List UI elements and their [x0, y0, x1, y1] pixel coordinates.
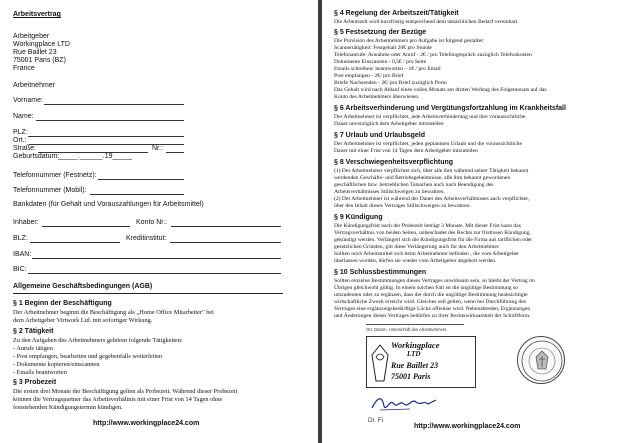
section-5-line: Emails schreiben/ beantworten – 1€ / pro Email — [334, 66, 441, 72]
inhaber-field[interactable] — [42, 226, 130, 227]
signature-line — [366, 324, 464, 325]
stamp-city: 75001 Paris — [391, 372, 431, 381]
section-5-line: Konto des Arbeitnehmers überwiesen. — [334, 94, 420, 100]
section-1-line: Der Arbeitnehmer beginnt die Beschäftigung als „Home Office Mitarbeiter" bei — [13, 309, 214, 316]
stamp-company-suffix: LTD — [407, 350, 421, 358]
section-10-line: Vertrages eine ergänzungsbedürftige Lücke offenbar wird. Nebenabreden, Ergänzungen — [334, 306, 531, 312]
section-10-line: Übrigen gleichwohl gültig. In einem solchen Fall ist die ungültige Bestimmung so — [334, 285, 518, 291]
plz-label: PLZ: — [13, 129, 28, 136]
section-8-line: Arbeitsverhältnisses Stillschweigen zu bewahren. — [334, 189, 445, 195]
section-5-line: Dokumente Einscannen - 0,5€ / pro Seite — [334, 59, 427, 65]
blz-field[interactable] — [30, 242, 120, 243]
name-field[interactable] — [36, 120, 184, 121]
section-6-title: § 6 Arbeitsverhinderung und Vergütungsfortzahlung im Krankheitsfall — [334, 105, 566, 112]
name-label: Name: — [13, 113, 34, 120]
kreditinstitut-field[interactable] — [170, 242, 281, 243]
section-2-line: - Anrufe tätigen — [13, 345, 53, 352]
nr-label: Nr.: — [152, 145, 163, 152]
agb-divider — [13, 293, 283, 294]
section-9-title: § 9 Kündigung — [334, 214, 383, 221]
section-8-title: § 8 Verschwiegenheitsverpflichtung — [334, 159, 454, 166]
iban-label: IBAN: — [13, 251, 32, 258]
official-seal-icon — [517, 336, 565, 384]
employer-city: 75001 Paris (BZ) — [13, 57, 66, 64]
tel-fest-field[interactable] — [98, 179, 184, 180]
geburtsdatum-label: Geburtsdatum: — [13, 153, 60, 160]
nr-field[interactable] — [166, 152, 184, 153]
vorname-field[interactable] — [44, 104, 184, 105]
company-stamp — [366, 336, 476, 388]
section-2-line: - Dokumente kopieren/einscannen — [13, 361, 100, 368]
inhaber-label: Inhaber: — [13, 219, 39, 226]
contract-page-left — [0, 0, 318, 443]
stamp-street: Rue Baillet 23 — [391, 361, 439, 370]
section-8-line: (1) Der Arbeitnehmer verpflichtet sich, über alle ihm während seiner Tätigkeit bekannt — [334, 168, 529, 174]
section-2-line: Zu den Aufgaben des Arbeitnehmers gehören folgende Tätigkeiten: — [13, 337, 183, 344]
section-8-line: (2) Der Arbeitnehmer ist während der Dauer des Arbeitsverhältnisses auch verpflichtet, — [334, 196, 530, 202]
signatory-name: Dr. Fi — [368, 417, 384, 424]
section-9-line: gesetzlichen Gründen, gilt diese Verlängerung auch für den Arbeitnehmer. — [334, 244, 500, 250]
bic-label: BIC: — [13, 266, 27, 273]
employer-street: Rue Baillet 23 — [13, 49, 57, 56]
strasse-label: Straße: — [13, 145, 36, 152]
section-10-title: § 10 Schlussbestimmungen — [334, 269, 427, 276]
section-4-title: § 4 Regelung der Arbeitszeit/Tätigkeit — [334, 10, 459, 17]
section-8-line: über den Inhalt dieses Vertrages Stillschweigen zu bewahren. — [334, 203, 471, 209]
section-7-line: Dauer mit einer Frist von 14 Tagen dem Arbeitgeber mitzuteilen — [334, 148, 478, 154]
plz-field[interactable] — [28, 136, 184, 137]
section-5-line: Scannertätigkeit: Festgehalt 20€ pro Stunde — [334, 45, 432, 51]
employer-country: France — [13, 65, 35, 72]
section-3-line: können die Vertragspartner das Arbeitsverhältnis mit einer Frist von 14 Tagen ohne — [13, 396, 223, 403]
section-10-line: und Änderungen dieses Vertrages bedürfen zu ihrer Rechtswirksamkeit der Schriftform. — [334, 313, 531, 319]
section-5-line: Briefe Nachsenden - 2€/ pro Brief zuzüglich Porto — [334, 80, 447, 86]
contract-title: Arbeitsvertrag — [13, 11, 61, 18]
bic-field[interactable] — [28, 273, 281, 274]
section-3-line: Die ersten drei Monate der Beschäftigung gelten als Probezeit. Während dieser Probezeit — [13, 388, 238, 395]
section-2-line: - Post empfangen, bearbeiten und gegebenfalls weiterleiten — [13, 353, 163, 360]
geburtsdatum-field[interactable]: _____.______.19_____ — [58, 153, 132, 160]
employer-name: Workingplace LTD — [13, 41, 70, 48]
section-8-line: werdenden Geschäfts- und Betriebsgeheimnisse, alle ihm bekannt gewordenen — [334, 175, 511, 181]
stamp-company-name: Workingplace — [391, 340, 440, 350]
section-2-line: - Emails beantworten — [13, 369, 67, 376]
kreditinstitut-label: Kreditinstitut: — [126, 235, 167, 242]
section-9-line: Sollten noch Arbeitsmittel sich beim Arbeitnehmer befinden , die vom Arbeitgeber — [334, 251, 520, 257]
contract-page-right — [322, 0, 640, 443]
section-10-line: wirtschaftliche Zweck erreicht wird. Gleiches soll gelten, wenn bei Durchführung des — [334, 299, 526, 305]
section-10-line: umzudeuten oder zu ergänzen, dass der durch die ungültige Bestimmung beabsichtigte — [334, 292, 528, 298]
section-9-line: Die Kündigungsfrist nach der Probezeit beträgt 3 Monate. Mit dieser Frist kann das — [334, 223, 521, 229]
stamp-emblem-icon — [370, 343, 390, 383]
section-5-line: Die Provision des Arbeitnehmers pro Aufgabe ist folgend gestaltet: — [334, 38, 485, 44]
section-8-line: geschäftlichen bzw. betrieblichen Tatsachen auch nach Beendigung des — [334, 182, 494, 188]
section-10-line: Sollten einzelne Bestimmungen dieses Vertrages unwirksam sein, so bleibt der Vertrag im — [334, 278, 535, 284]
section-3-line: feststehenden Kündigungstermin kündigen. — [13, 404, 123, 411]
konto-label: Konto Nr.: — [136, 219, 168, 226]
section-2-title: § 2 Tätigkeit — [13, 328, 54, 335]
ort-label: Ort.: — [13, 137, 27, 144]
employee-label: Arbeitnehmer — [13, 82, 56, 89]
section-4-line: Die Arbeitszeit wird kurzfristig entsprechend dem tatsächlichen Bedarf vereinbart. — [334, 19, 519, 25]
section-9-line: überlassen wurden, dürfen sie wieder vom Arbeitgeber abgeholt werden. — [334, 258, 497, 264]
section-6-line: Dauer unverzüglich dem Arbeitgeber mitzuteilen — [334, 121, 444, 127]
vorname-label: Vorname: — [13, 97, 43, 104]
section-9-line: Vertragsverhältnis von beiden Seiten, unbeschadet des Rechts zur fristlosen Kündigung, — [334, 230, 531, 236]
footer-url-link[interactable]: http://www.workingplace24.com — [93, 420, 200, 427]
section-7-title: § 7 Urlaub und Urlaubsgeld — [334, 132, 426, 139]
tel-mobil-label: Telefonnummer (Mobil): — [13, 187, 87, 194]
blz-label: BLZ: — [13, 235, 28, 242]
section-1-title: § 1 Beginn der Beschäftigung — [13, 300, 112, 307]
employer-label: Arbeitgeber — [13, 33, 50, 40]
section-5-line: Das Gehalt wird nach Ablauf eines vollen Monats am dritten Werktag des Folgemonats auf das — [334, 87, 547, 93]
section-3-title: § 3 Probezeit — [13, 379, 57, 386]
signature-caption: Ort, Datum, Unterschrift des Arbeitnehmers — [366, 327, 447, 332]
section-7-line: Der Arbeitnehmer ist verpflichtet, jeden geplannten Urlaub und die voraussichtliche — [334, 141, 522, 147]
konto-field[interactable] — [171, 226, 281, 227]
section-9-line: gekündigt werden. Verlängert sich die Kündigungsfrist für die Firma aus tariflichen oder — [334, 237, 533, 243]
signature-scribble-icon — [370, 392, 440, 414]
agb-title: Allgemeine Geschäftsbedingungen (AGB) — [13, 283, 153, 290]
footer-url-link[interactable]: http://www.workingplace24.com — [414, 423, 521, 430]
bank-heading: Bankdaten (für Gehalt und Vorauszahlungen für Arbeitsmittel) — [13, 201, 204, 208]
section-5-line: Post empfangen - 2€/ pro Brief — [334, 73, 404, 79]
section-1-line: dem Arbeitgeber Virtwork Ltd. mit sofortiger Wirkung. — [13, 317, 153, 324]
tel-fest-label: Telefonnummer (Festnetz): — [13, 172, 97, 179]
section-5-line: Telefonanrufe: Annahme oder Anruf - 2€ / pro Telefongespräch zuzüglich Telefonkosten — [334, 52, 532, 58]
iban-field[interactable] — [32, 258, 281, 259]
section-6-line: Der Arbeitnehmer ist verpflichtet, jede Arbeitsverhinderung und ihre voraussichtliche — [334, 114, 526, 120]
section-5-title: § 5 Festsetzung der Bezüge — [334, 29, 427, 36]
tel-mobil-field[interactable] — [90, 194, 184, 195]
